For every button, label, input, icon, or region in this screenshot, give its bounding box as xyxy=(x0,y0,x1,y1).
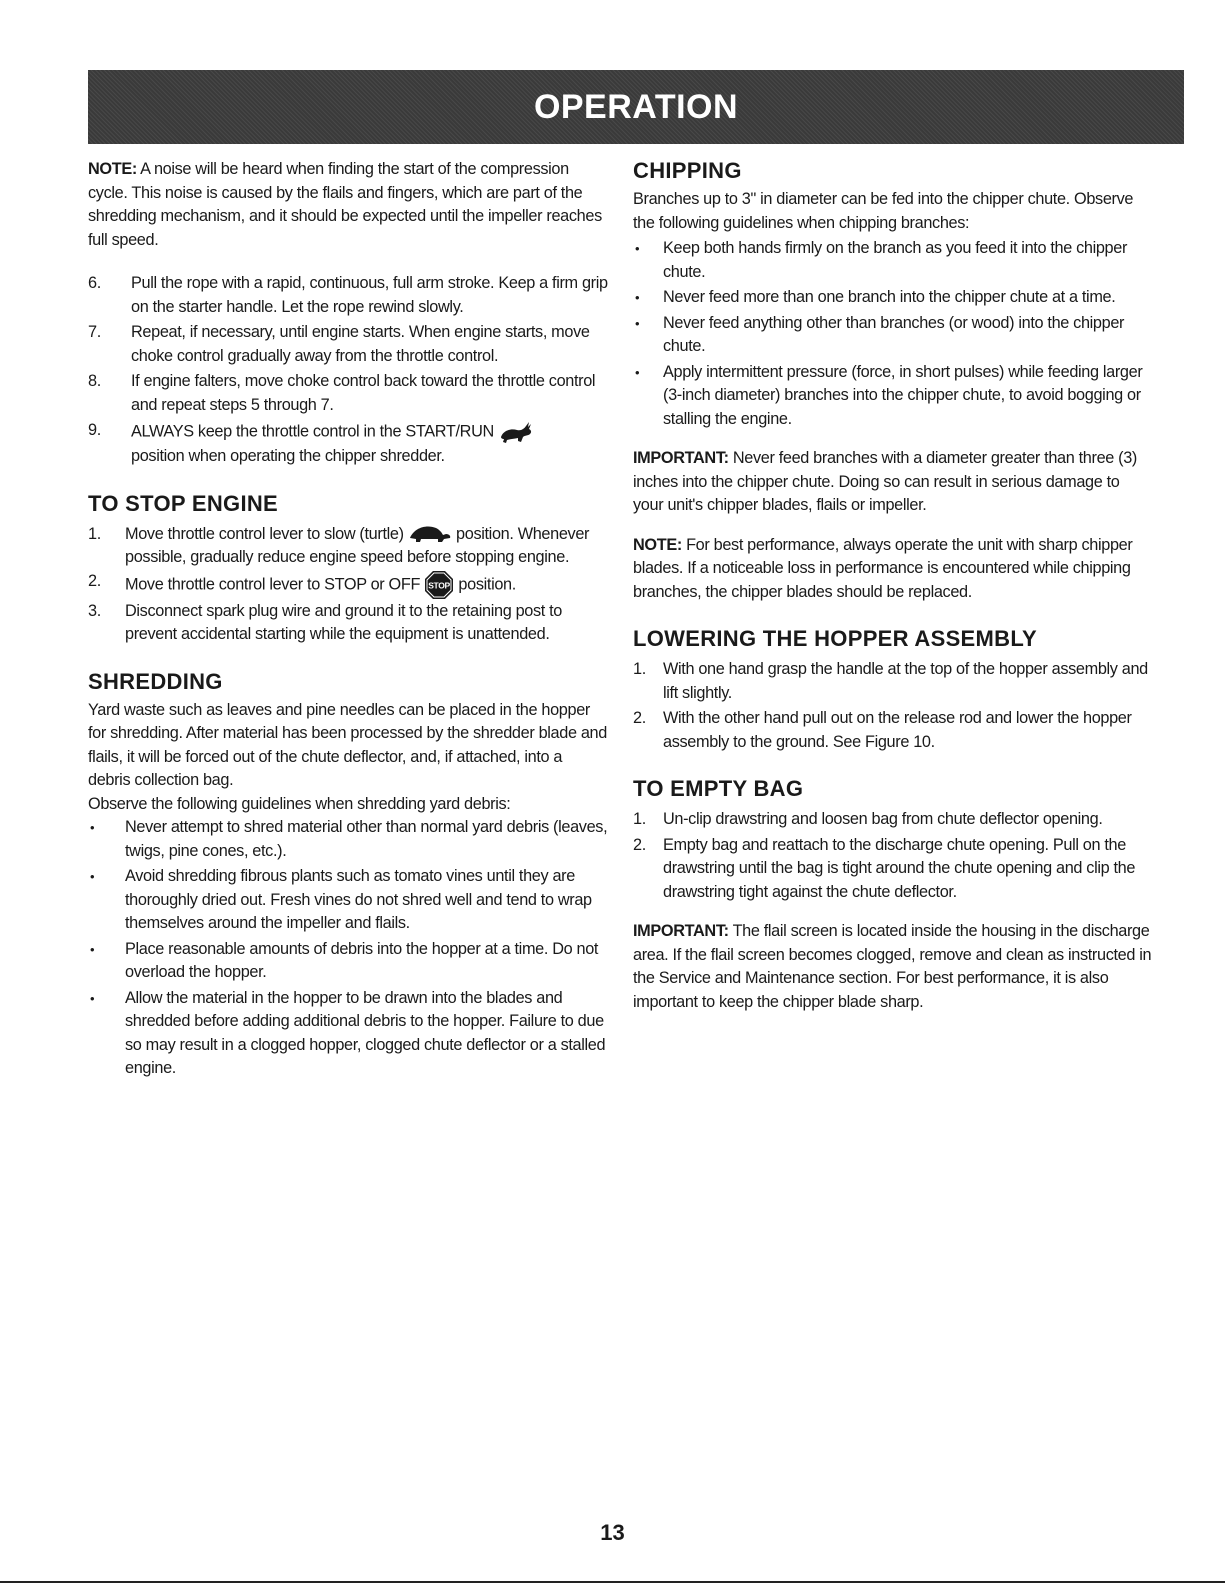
step-text: Un-clip drawstring and loosen bag from chute deflector opening. xyxy=(663,810,1103,828)
list-item xyxy=(633,707,1153,754)
stop-sign-icon xyxy=(424,570,454,600)
bullet-text: Never attempt to shred material other than normal yard debris (leaves, twigs, pine cones, etc.). xyxy=(125,818,608,860)
list-item xyxy=(88,370,608,417)
heading-stop-engine: TO STOP ENGINE xyxy=(88,490,279,516)
step-number: 9. xyxy=(88,421,101,439)
shredding-guidelines: Observe the following guidelines when shredding yard debris: xyxy=(88,794,511,813)
list-item xyxy=(88,419,608,469)
step-number: 1. xyxy=(88,524,101,543)
stop-steps-list xyxy=(88,523,608,647)
step-text: position. Whenever possible, gradually reduce engine speed before stopping engine. xyxy=(125,524,590,566)
rabbit-icon xyxy=(498,419,534,445)
step-text: Empty bag and reattach to the discharge chute opening. Pull on the drawstring until the bag is tight around the chute opening and clip the drawstring tight against the chute deflector. xyxy=(663,835,1136,901)
list-item xyxy=(88,816,608,863)
step-number: 2. xyxy=(88,571,101,590)
page-number: 13 xyxy=(600,1520,625,1545)
empty-bag-steps-list xyxy=(633,808,1153,904)
note-text: For best performance, always operate the unit with sharp chipper blades. If a noticeable loss in performance is encountered while chipping branches, the chipper blades should be replaced. xyxy=(633,535,1133,601)
section-banner xyxy=(88,70,1184,144)
bullet-text: Never feed anything other than branches (or wood) into the chipper chute. xyxy=(663,313,1125,355)
chipping-important xyxy=(633,447,1153,518)
bullet-text: Apply intermittent pressure (force, in short pulses) while feeding larger (3-inch diameter) branches into the chipper chute, to avoid bogging or stalling the engine. xyxy=(663,362,1143,428)
step-text: Move throttle control lever to STOP or OFF xyxy=(125,574,425,593)
step-text: If engine falters, move choke control back toward the throttle control and repeat steps 5 through 7. xyxy=(131,372,596,414)
heading-shredding: SHREDDING xyxy=(88,668,223,694)
step-text: Repeat, if necessary, until engine starts. When engine starts, move choke control gradually away from the throttle control. xyxy=(131,323,590,365)
chipping-bullets xyxy=(633,237,1153,431)
step-number: 1. xyxy=(633,810,646,828)
list-item xyxy=(88,523,608,570)
step-number: 6. xyxy=(88,274,101,292)
heading-empty-bag: TO EMPTY BAG xyxy=(633,776,804,801)
note-text: A noise will be heard when finding the start of the compression cycle. This noise is caused by the flails and fingers, which are part of the shredding mechanism, and it should be expected until the impeller reaches full speed. xyxy=(88,160,602,249)
bullet: • xyxy=(90,869,95,884)
list-item xyxy=(633,286,1153,310)
turtle-icon xyxy=(408,524,452,544)
list-item xyxy=(633,658,1153,705)
list-item xyxy=(88,600,608,647)
important-label: IMPORTANT: xyxy=(633,449,729,467)
page-title: OPERATION xyxy=(533,87,739,126)
right-column xyxy=(633,158,1153,1014)
list-item xyxy=(88,570,608,600)
bullet: • xyxy=(90,941,95,957)
bullet: • xyxy=(90,990,95,1006)
step-number: 8. xyxy=(88,372,101,390)
step-number: 7. xyxy=(88,323,101,341)
step-text: ALWAYS keep the throttle control in the START/RUN xyxy=(131,422,499,441)
chipping-intro: Branches up to 3" in diameter can be fed into the chipper chute. Observe the following guidelines when chipping branches: xyxy=(633,190,1134,232)
left-column xyxy=(88,158,608,1081)
bullet: • xyxy=(90,820,95,835)
stop-icon-text: STOP xyxy=(428,580,451,590)
bullet: • xyxy=(635,364,640,380)
shredding-intro: Yard waste such as leaves and pine needles can be placed in the hopper for shredding. After material has been processed by the shredder blade and flails, it will be forced out of the chute deflector, and, if attached, into a debris collection bag. xyxy=(88,700,607,789)
step-text: With one hand grasp the handle at the top of the hopper assembly and lift slightly. xyxy=(663,660,1148,702)
important-label: IMPORTANT: xyxy=(633,922,729,940)
list-item xyxy=(633,361,1153,432)
step-number: 1. xyxy=(633,660,646,678)
bullet: • xyxy=(635,290,640,305)
list-item xyxy=(633,808,1153,832)
heading-chipping: CHIPPING xyxy=(633,158,742,183)
bullet: • xyxy=(635,315,640,331)
bullet-text: Never feed more than one branch into the chipper chute at a time. xyxy=(663,288,1116,306)
list-item xyxy=(633,312,1153,359)
list-item xyxy=(88,865,608,936)
list-item xyxy=(633,237,1153,284)
note-label: NOTE: xyxy=(88,160,137,178)
compression-note xyxy=(88,158,608,252)
list-item xyxy=(88,987,608,1081)
bullet-text: Allow the material in the hopper to be drawn into the blades and shredded before adding additional debris to the hopper. Failure to due so may result in a clogged hopper, clogged chute deflector or a stalled engine. xyxy=(125,988,606,1077)
lowering-steps-list xyxy=(633,658,1153,754)
step-text: Disconnect spark plug wire and ground it to the retaining post to prevent accidental starting while the equipment is unattended. xyxy=(125,601,563,643)
list-item xyxy=(88,938,608,985)
important-text: The flail screen is located inside the housing in the discharge area. If the flail screen becomes clogged, remove and clean as instructed in the Service and Maintenance section. For best performance, it is also important to keep the chipper blade sharp. xyxy=(633,922,1152,1011)
start-steps-list xyxy=(88,272,608,469)
chipping-note xyxy=(633,534,1153,605)
bullet: • xyxy=(635,241,640,256)
step-number: 2. xyxy=(633,709,646,727)
step-text: With the other hand pull out on the release rod and lower the hopper assembly to the ground. See Figure 10. xyxy=(663,709,1132,751)
empty-bag-important xyxy=(633,920,1153,1014)
shredding-bullets xyxy=(88,816,608,1081)
step-text: Move throttle control lever to slow (turtle) xyxy=(125,524,408,543)
bullet-text: Avoid shredding fibrous plants such as tomato vines until they are thoroughly dried out. Fresh vines do not shred well and tend to wrap themselves around the impeller and flails. xyxy=(125,867,592,932)
bullet-text: Keep both hands firmly on the branch as you feed it into the chipper chute. xyxy=(663,239,1128,281)
step-number: 3. xyxy=(88,601,101,620)
bottom-rule xyxy=(0,1581,1225,1583)
important-text: Never feed branches with a diameter greater than three (3) inches into the chipper chute. Doing so can result in serious damage to your unit's chipper blades, flails or impeller. xyxy=(633,449,1138,514)
step-text: Pull the rope with a rapid, continuous, full arm stroke. Keep a firm grip on the starter handle. Let the rope rewind slowly. xyxy=(131,274,608,316)
bullet-text: Place reasonable amounts of debris into the hopper at a time. Do not overload the hopper. xyxy=(125,939,599,981)
list-item xyxy=(88,321,608,368)
list-item xyxy=(88,272,608,319)
step-text: position. xyxy=(458,574,516,593)
list-item xyxy=(633,834,1153,905)
heading-lowering-hopper: LOWERING THE HOPPER ASSEMBLY xyxy=(633,626,1038,651)
step-number: 2. xyxy=(633,835,646,854)
step-text: position when operating the chipper shredder. xyxy=(131,447,445,465)
note-label: NOTE: xyxy=(633,535,682,554)
